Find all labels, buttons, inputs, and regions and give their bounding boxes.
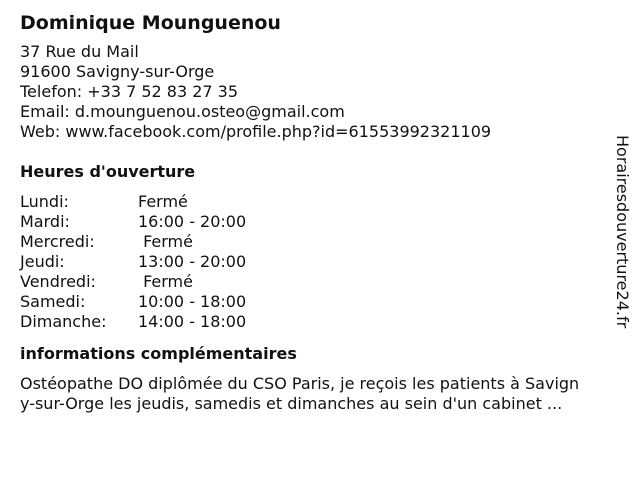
additional-info-text: Ostéopathe DO diplômée du CSO Paris, je reçois les patients à Savign y-sur-Orge les jeudis, samedis et dimanches au sein d'un cabinet ... xyxy=(20,374,580,413)
day-hours: 13:00 - 20:00 xyxy=(138,252,247,271)
hours-row-sunday xyxy=(20,312,610,332)
day-label: Dimanche: xyxy=(20,312,107,331)
contact-block xyxy=(20,42,610,142)
hours-row-monday xyxy=(20,192,610,212)
hours-row-saturday xyxy=(20,292,610,312)
hours-row-tuesday xyxy=(20,212,610,232)
site-watermark: Horairesdouverture24.fr xyxy=(613,135,632,329)
day-hours: 16:00 - 20:00 xyxy=(138,212,247,231)
website-url: Web: www.facebook.com/profile.php?id=61553992321109 xyxy=(20,122,492,141)
day-hours: Fermé xyxy=(138,192,188,211)
opening-hours-heading: Heures d'ouverture xyxy=(20,162,196,181)
email-address: Email: d.mounguenou.osteo@gmail.com xyxy=(20,102,345,121)
listing-card xyxy=(20,10,610,414)
hours-row-wednesday xyxy=(20,232,610,252)
day-label: Mardi: xyxy=(20,212,70,231)
city-address: 91600 Savigny-sur-Orge xyxy=(20,62,215,81)
day-hours: 14:00 - 18:00 xyxy=(138,312,247,331)
hours-row-thursday xyxy=(20,252,610,272)
day-label: Samedi: xyxy=(20,292,86,311)
phone-number: Telefon: +33 7 52 83 27 35 xyxy=(20,82,239,101)
business-name: Dominique Mounguenou xyxy=(20,12,281,34)
day-label: Vendredi: xyxy=(20,272,96,291)
day-hours: 10:00 - 18:00 xyxy=(138,292,247,311)
day-label: Mercredi: xyxy=(20,232,95,251)
street-address: 37 Rue du Mail xyxy=(20,42,139,61)
additional-info-heading: informations complémentaires xyxy=(20,344,297,363)
day-hours: Fermé xyxy=(138,232,193,251)
day-hours: Fermé xyxy=(138,272,193,291)
day-label: Jeudi: xyxy=(20,252,65,271)
opening-hours-table xyxy=(20,192,610,332)
day-label: Lundi: xyxy=(20,192,69,211)
hours-row-friday xyxy=(20,272,610,292)
